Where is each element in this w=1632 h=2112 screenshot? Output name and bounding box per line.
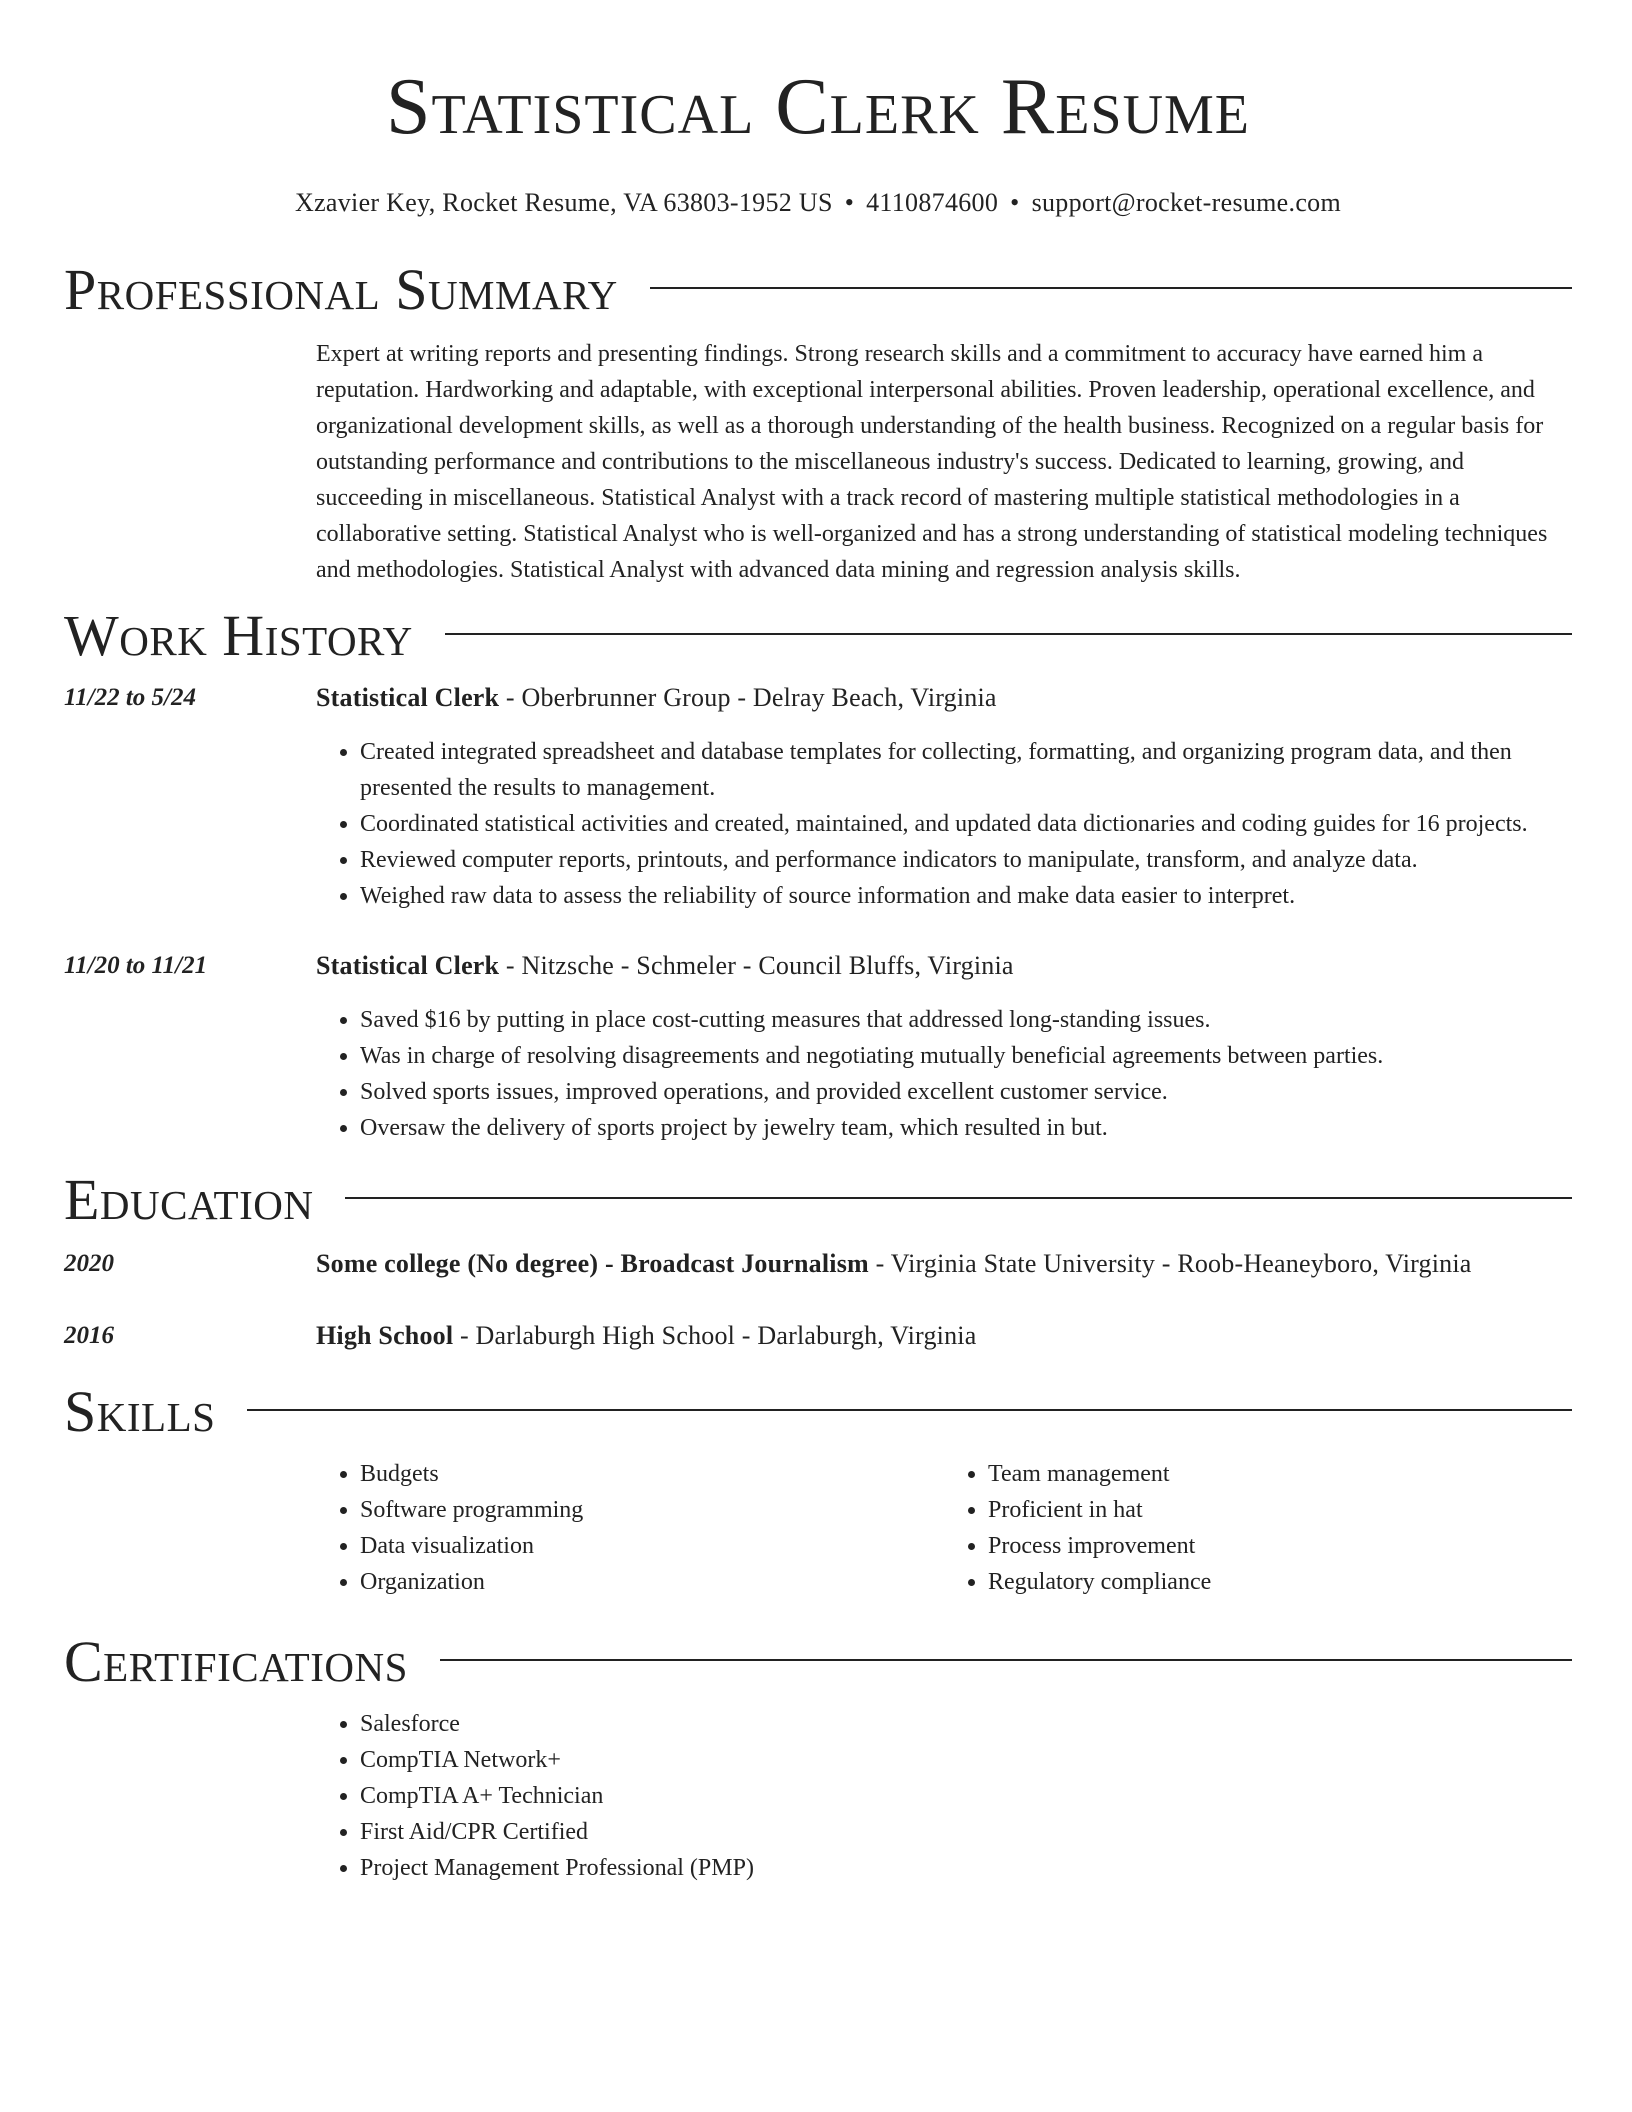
list-item: • Regulatory compliance: [988, 1564, 1572, 1600]
job-details: - Oberbrunner Group - Delray Beach, Virginia: [499, 683, 997, 712]
job-dates: 11/20 to 11/21: [64, 952, 208, 979]
education-details: - Virginia State University - Roob-Heaneyboro, Virginia: [868, 1249, 1472, 1278]
education-details: - Darlaburgh High School - Darlaburgh, Virginia: [453, 1321, 977, 1350]
education-heading: Education: [64, 1167, 314, 1232]
section-divider: [445, 633, 1572, 635]
section-divider: [345, 1197, 1572, 1199]
contact-separator: •: [844, 188, 855, 217]
certifications-heading: Certifications: [64, 1629, 408, 1694]
contact-line: [64, 186, 1572, 220]
list-item: • Proficient in hat: [988, 1492, 1572, 1528]
education-line: [316, 1246, 1572, 1282]
list-item: • First Aid/CPR Certified: [360, 1814, 1572, 1850]
job-details: - Nitzsche - Schmeler - Council Bluffs, Virginia: [499, 951, 1014, 980]
job-entry: [64, 680, 1572, 914]
section-divider: [650, 287, 1572, 289]
job-title: Statistical Clerk: [316, 951, 500, 980]
list-item: • CompTIA A+ Technician: [360, 1778, 1572, 1814]
education-entry: [64, 1246, 1572, 1282]
list-item: • Weighed raw data to assess the reliability of source information and make data easier to interpret.: [360, 878, 1572, 914]
education-year: 2016: [64, 1322, 114, 1349]
contact-phone: 4110874600: [866, 188, 999, 217]
list-item: • Solved sports issues, improved operations, and provided excellent customer service.: [360, 1074, 1572, 1110]
job-bullets: [316, 1002, 1572, 1146]
certifications-section-header: [64, 1630, 1572, 1694]
education-line: [316, 1318, 1572, 1354]
skills-column-left: [316, 1456, 944, 1600]
education-degree: High School: [316, 1321, 454, 1350]
list-item: • Software programming: [360, 1492, 944, 1528]
certifications-list: [316, 1706, 1572, 1886]
list-item: • CompTIA Network+: [360, 1742, 1572, 1778]
job-title-line: [316, 948, 1572, 984]
list-item: • Created integrated spreadsheet and database templates for collecting, formatting, and organizing program data, and then presented the results to management.: [360, 734, 1572, 806]
section-divider: [440, 1659, 1572, 1661]
job-dates: 11/22 to 5/24: [64, 684, 196, 711]
job-title-line: [316, 680, 1572, 716]
job-header: [64, 948, 1572, 984]
list-item: • Oversaw the delivery of sports project by jewelry team, which resulted in but.: [360, 1110, 1572, 1146]
work-heading: Work History: [64, 603, 413, 668]
list-item: • Project Management Professional (PMP): [360, 1850, 1572, 1886]
list-item: • Organization: [360, 1564, 944, 1600]
job-entry: [64, 948, 1572, 1146]
resume-title: Statistical Clerk Resume: [385, 63, 1251, 151]
job-header: [64, 680, 1572, 716]
contact-separator: •: [1010, 188, 1020, 217]
education-year: 2020: [64, 1250, 114, 1277]
skills-column-right: [944, 1456, 1572, 1600]
work-section-header: [64, 604, 1572, 668]
list-item: • Saved $16 by putting in place cost-cutting measures that addressed long-standing issues.: [360, 1002, 1572, 1038]
skills-section-header: [64, 1380, 1572, 1444]
education-section-header: [64, 1168, 1572, 1232]
list-item: • Reviewed computer reports, printouts, and performance indicators to manipulate, transform, and analyze data.: [360, 842, 1572, 878]
resume-page: [64, 0, 1572, 1886]
contact-email[interactable]: support@rocket-resume.com: [1031, 188, 1341, 217]
list-item: • Data visualization: [360, 1528, 944, 1564]
contact-address: Xzavier Key, Rocket Resume, VA 63803-1952 US: [295, 188, 833, 217]
list-item: • Salesforce: [360, 1706, 1572, 1742]
education-entry: [64, 1318, 1572, 1354]
list-item: • Team management: [988, 1456, 1572, 1492]
section-divider: [247, 1409, 1572, 1411]
list-item: • Was in charge of resolving disagreements and negotiating mutually beneficial agreements between parties.: [360, 1038, 1572, 1074]
list-item: • Budgets: [360, 1456, 944, 1492]
job-title: Statistical Clerk: [316, 683, 500, 712]
summary-text: Expert at writing reports and presenting findings. Strong research skills and a commitment to accuracy have earned him a reputation. Hardworking and adaptable, with exceptional interpersonal abilities. Proven leadership, operational excellence, and organizational development skills, as well as a thorough understanding of the health business. Recognized on a regular basis for outstanding performance and contributions to the miscellaneous industry's success. Dedicated to learning, growing, and succeeding in miscellaneous. Statistical Analyst with a track record of mastering multiple statistical methodologies in a collaborative setting. Statistical Analyst who is well-organized and has a strong understanding of statistical modeling techniques and methodologies. Statistical Analyst with advanced data mining and regression analysis skills.: [316, 341, 1548, 583]
skills-list: [316, 1456, 1572, 1600]
job-bullets: [316, 734, 1572, 914]
list-item: • Process improvement: [988, 1528, 1572, 1564]
summary-heading: Professional Summary: [64, 257, 618, 322]
summary-section-header: [64, 258, 1572, 322]
list-item: • Coordinated statistical activities and created, maintained, and updated data dictionaries and coding guides for 16 projects.: [360, 806, 1572, 842]
education-degree: Some college (No degree) - Broadcast Journalism: [316, 1249, 869, 1278]
skills-heading: Skills: [64, 1379, 216, 1444]
